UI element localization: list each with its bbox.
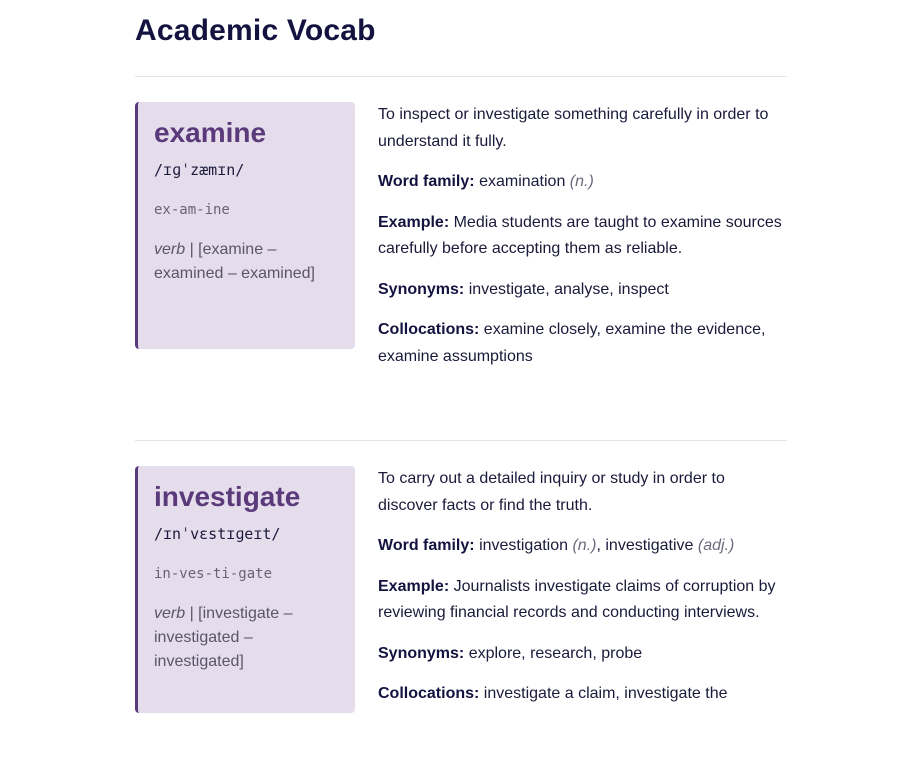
synonyms-text: explore, research, probe — [468, 644, 643, 662]
page-title: Academic Vocab — [135, 14, 376, 47]
synonyms-label: Synonyms: — [378, 280, 465, 298]
example-text: Journalists investigate claims of corruption by reviewing financial records and conducting interviews. — [378, 577, 776, 621]
word-family — [378, 169, 783, 196]
headword: investigate — [154, 481, 301, 512]
pronunciation: /ɪnˈvɛstɪɡeɪt/ — [154, 525, 281, 543]
part-of-speech — [154, 238, 341, 286]
vocab-entry-investigate — [135, 466, 787, 761]
verb-forms: | [examine – examined – examined] — [154, 241, 315, 282]
synonyms-label: Synonyms: — [378, 644, 465, 662]
entry-details — [378, 466, 783, 722]
syllables: in-ves-ti-gate — [154, 566, 273, 582]
syllables: ex-am-ine — [154, 202, 230, 218]
synonyms — [378, 641, 783, 668]
synonyms — [378, 277, 783, 304]
example-text: Media students are taught to examine sources carefully before accepting them as reliable. — [378, 213, 782, 257]
collocations-label: Collocations: — [378, 685, 480, 702]
word-card — [135, 102, 355, 349]
divider — [135, 440, 787, 441]
word-family-abbr: (n.) — [572, 537, 597, 554]
word-family-word: investigative — [605, 537, 694, 554]
word-family: Word family: investigation (n.), investigative (adj.) — [378, 537, 735, 554]
pos-label: verb — [154, 241, 186, 258]
collocations-text: investigate a claim, investigate the — [483, 685, 728, 702]
collocations-text: examine closely, examine the evidence, examine assumptions — [378, 321, 766, 365]
example — [378, 210, 783, 263]
part-of-speech — [154, 602, 341, 674]
example-label: Example: — [378, 577, 450, 595]
collocations — [378, 681, 783, 708]
pronunciation: /ɪɡˈzæmɪn/ — [154, 161, 245, 179]
pos-label: verb — [154, 605, 186, 622]
example — [378, 574, 783, 627]
word-family-abbr: (adj.) — [697, 537, 735, 554]
definition: To inspect or investigate something carefully in order to understand it fully. — [378, 106, 769, 150]
word-family-word: investigation — [479, 537, 569, 554]
word-family-label: Word family: — [378, 537, 475, 554]
headword: examine — [154, 117, 267, 148]
word-family-word: examination — [479, 173, 566, 190]
word-family-label: Word family: — [378, 173, 475, 190]
example-label: Example: — [378, 213, 450, 231]
collocations — [378, 317, 783, 370]
entry-details — [378, 102, 783, 384]
definition: To carry out a detailed inquiry or study in order to discover facts or find the truth. — [378, 470, 725, 514]
word-family-abbr: (n.) — [569, 173, 594, 190]
word-card — [135, 466, 355, 713]
divider — [135, 76, 787, 77]
collocations-label: Collocations: — [378, 321, 480, 338]
vocab-entry-examine — [135, 102, 787, 422]
verb-forms: | [investigate – investigated – investigated] — [154, 605, 293, 670]
synonyms-text: investigate, analyse, inspect — [468, 280, 669, 298]
